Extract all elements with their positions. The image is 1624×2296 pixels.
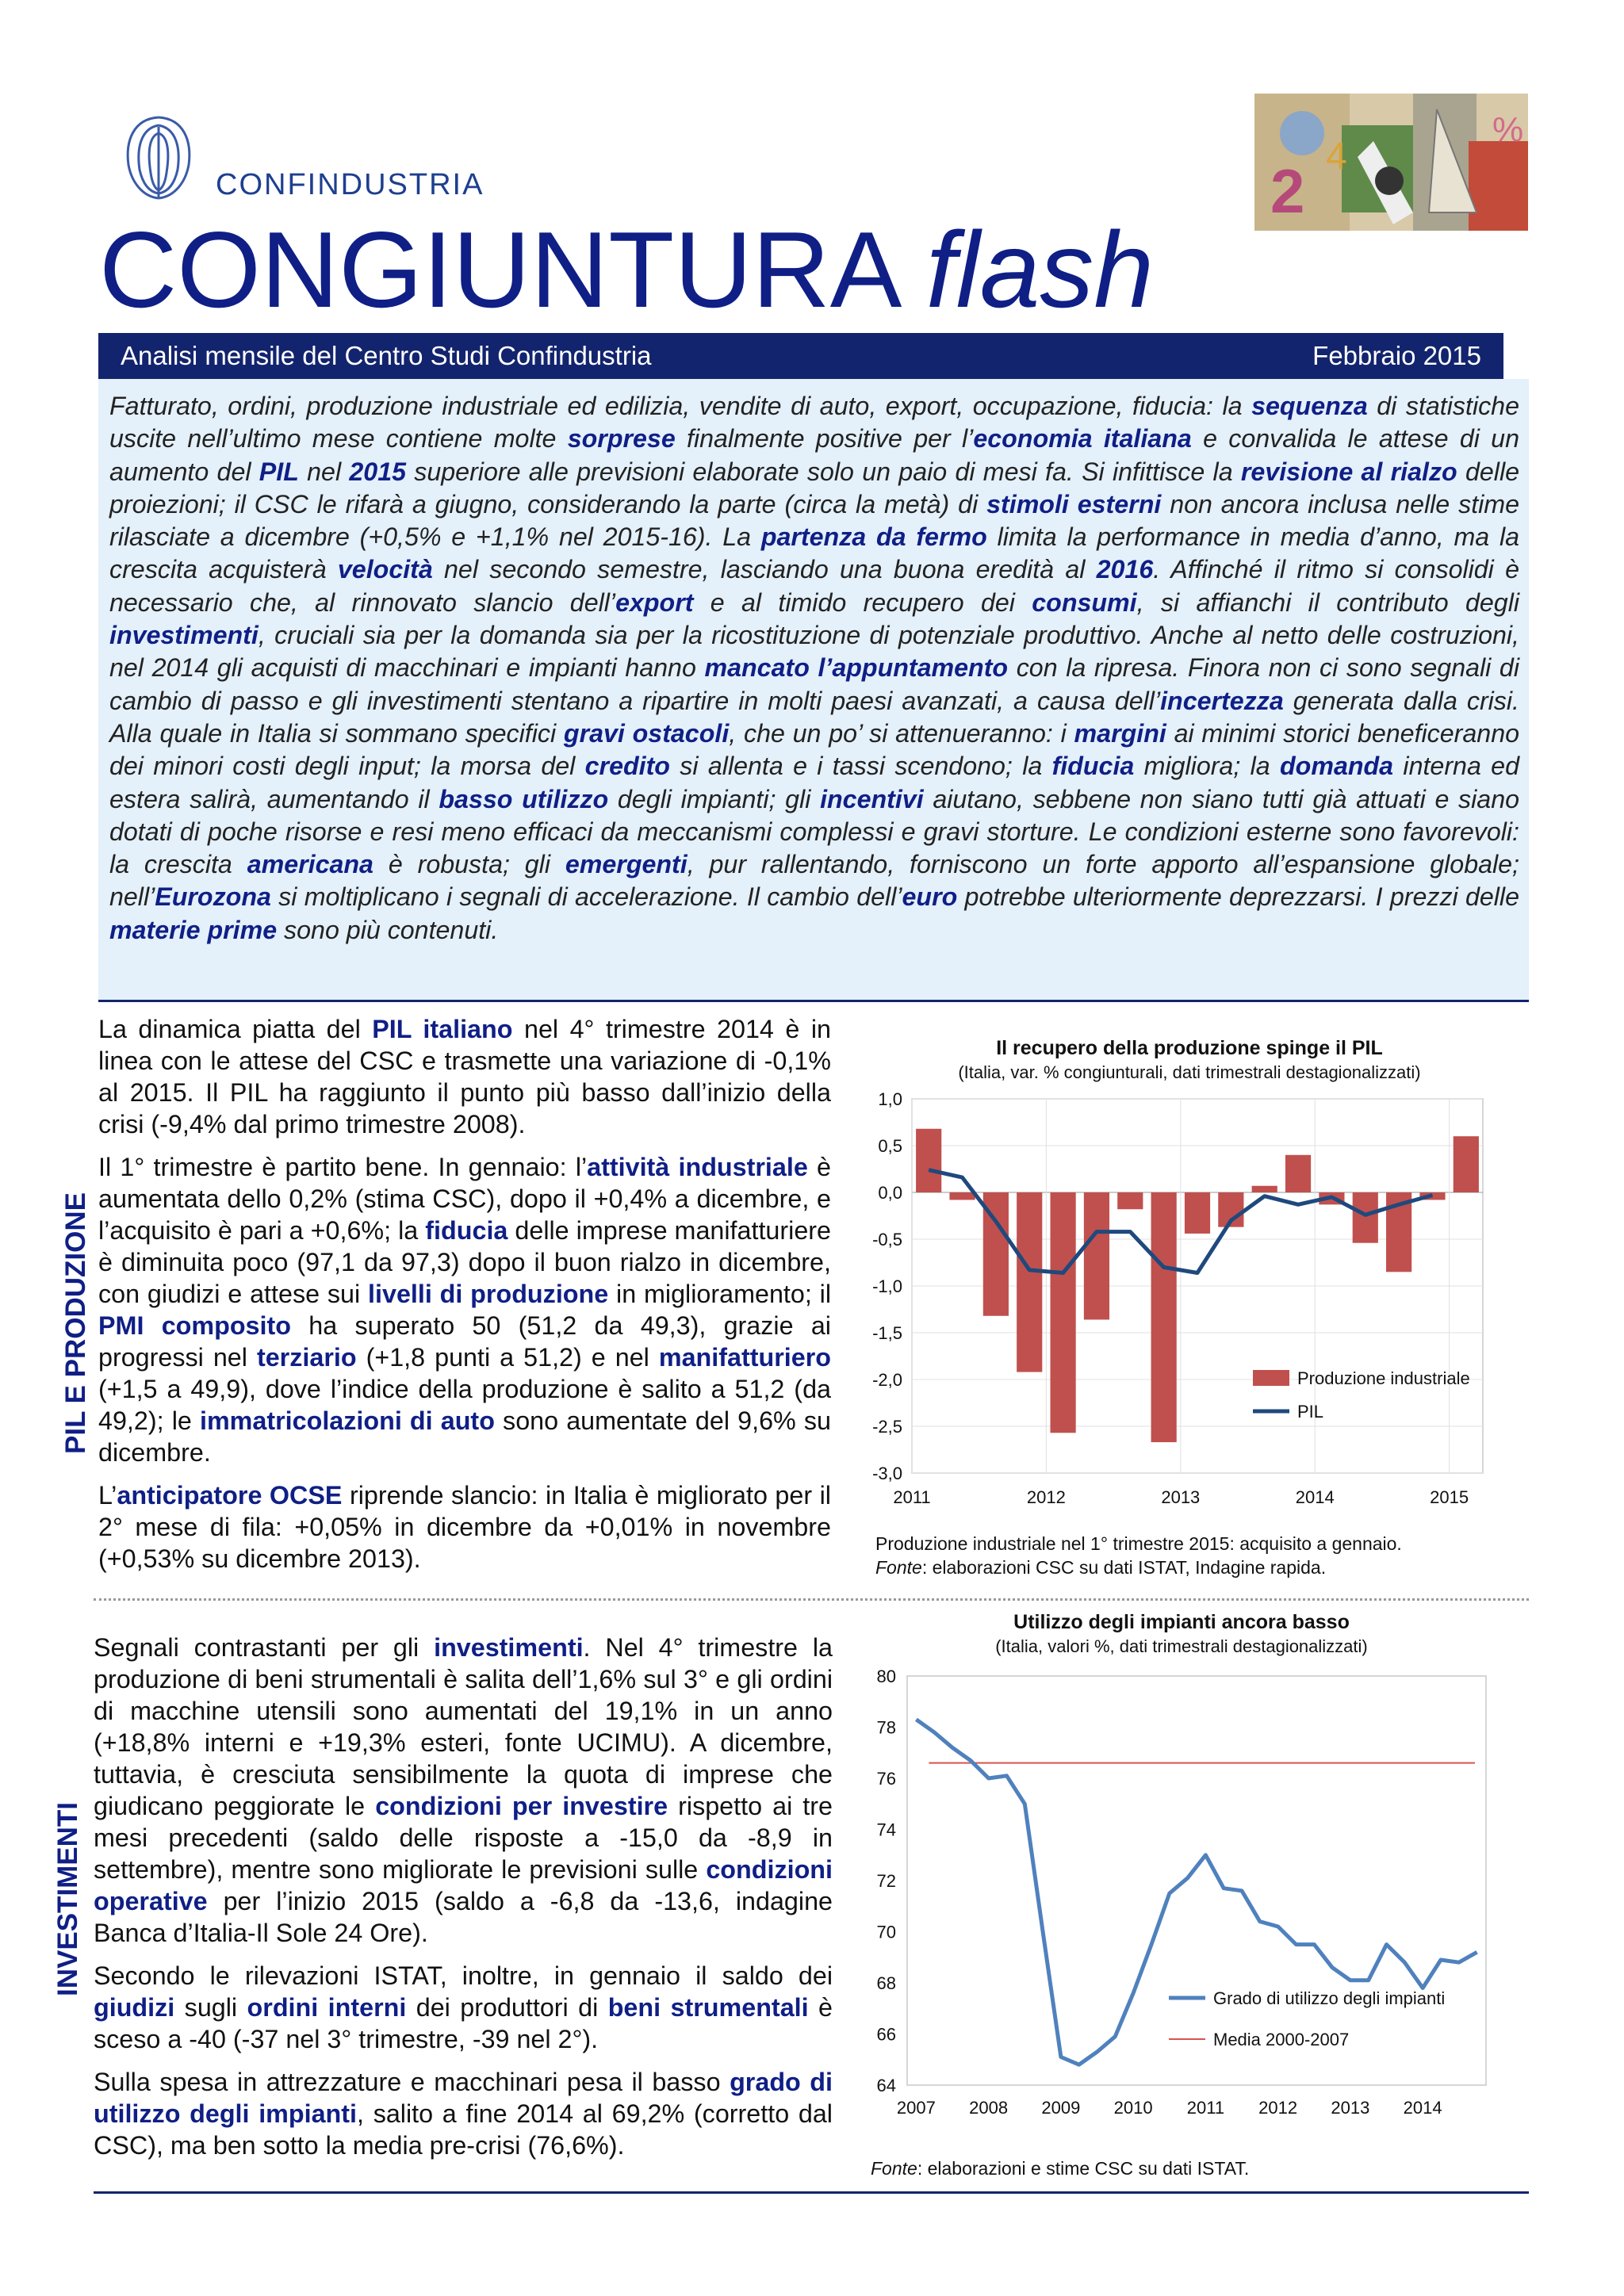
text-run: finalmente positive per l’ — [675, 424, 974, 453]
keyword: 2015 — [349, 457, 406, 486]
text-run: per l’inizio 2015 (saldo a -6,8 da -13,6, indagine Banca d’Italia-Il Sole 24 Ore). — [94, 1887, 833, 1947]
title-main: CONGIUNTURA — [99, 209, 896, 330]
svg-text:4: 4 — [1326, 136, 1347, 178]
text-run: con la ripresa. Finora non ci sono segnali di cambio di passo e gli investimenti stentano a ripartire in molti paesi avanzati, a causa dell’ — [109, 653, 1519, 715]
text-run: delle proiezioni; il CSC le rifarà a giugno, considerando la parte (circa la metà) di — [109, 457, 1520, 519]
bar — [949, 1192, 975, 1200]
summary-text — [109, 390, 1519, 947]
bar — [1084, 1192, 1109, 1319]
text-run: . Nel 4° trimestre la produzione di beni strumentali è salita dell’1,6% sul 3° e gli ordini di macchine utensili sono aumentati del 19,1% in un anno (+18,8% interni e +19,3% esteri, fonte UCIMU). A dicembre, tuttavia, è cresciuta sensibilmente la quota di imprese che giudicano peggiorate le — [94, 1633, 833, 1820]
section-pil-text — [98, 1013, 831, 1586]
x-tick-label: 2014 — [1295, 1487, 1335, 1507]
utilization-line — [916, 1720, 1477, 2064]
keyword: grado di utilizzo degli impianti — [94, 2068, 833, 2128]
chart2-subtitle: (Italia, valori %, dati trimestrali destagionalizzati) — [995, 1636, 1368, 1656]
chart1-title: Il recupero della produzione spinge il PIL — [996, 1037, 1383, 1059]
y-tick-label: 1,0 — [878, 1089, 902, 1109]
brand-name: CONFINDUSTRIA — [216, 168, 485, 201]
y-tick-label: -0,5 — [872, 1230, 902, 1249]
keyword: incertezza — [1160, 686, 1284, 715]
text-run: La dinamica piatta del — [98, 1015, 373, 1043]
keyword: ordini interni — [247, 1993, 407, 2022]
text-run: riprende slancio: in Italia è migliorato per il 2° mese di fila: +0,05% in dicembre da +0,01% in novembre (+0,53% su dicembre 2013). — [98, 1481, 831, 1573]
keyword: euro — [902, 882, 958, 912]
x-tick-label: 2010 — [1113, 2098, 1153, 2118]
paragraph — [98, 1151, 831, 1468]
keyword: consumi — [1032, 587, 1137, 617]
keyword: anticipatore OCSE — [117, 1481, 343, 1510]
keyword: terziario — [256, 1343, 357, 1372]
svg-text:2: 2 — [1270, 156, 1305, 226]
title-flash: flash — [925, 209, 1155, 330]
keyword: sorprese — [567, 424, 676, 453]
text-run: Segnali contrastanti per gli — [94, 1633, 435, 1662]
bar — [1050, 1192, 1075, 1433]
text-run: è aumentata dello 0,2% (stima CSC), dopo il +0,4% a dicembre, e l’acquisito è pari a +0,6%; la — [98, 1153, 831, 1245]
keyword: investimenti — [434, 1633, 584, 1662]
keyword: economia italiana — [973, 424, 1192, 453]
x-tick-label: 2012 — [1026, 1487, 1066, 1507]
paragraph — [98, 1013, 831, 1140]
y-tick-label: 68 — [876, 1973, 896, 1993]
keyword: PMI composito — [98, 1311, 291, 1340]
text-run: L’ — [98, 1481, 117, 1510]
footer-rule — [94, 2191, 1529, 2194]
keyword: condizioni per investire — [375, 1792, 668, 1820]
plot-area — [907, 1676, 1486, 2085]
keyword: materie prime — [109, 915, 278, 944]
text-run: ha superato 50 (51,2 da 49,3), grazie ai progressi nel — [98, 1311, 831, 1372]
bar — [1017, 1192, 1042, 1372]
keyword: condizioni operative — [94, 1855, 833, 1915]
keyword: manifatturiero — [658, 1343, 831, 1372]
y-tick-label: 78 — [876, 1717, 896, 1738]
text-run: degli impianti; gli — [608, 784, 821, 813]
svg-text:%: % — [1492, 110, 1524, 149]
paragraph — [94, 2066, 833, 2161]
x-tick-label: 2009 — [1041, 2098, 1081, 2118]
keyword: gravi ostacoli — [563, 718, 730, 748]
keyword: domanda — [1280, 752, 1394, 781]
keyword: giudizi — [94, 1993, 175, 2022]
text-run: delle imprese manifatturiere è diminuita poco (97,1 da 97,3) dopo il buon rialzo in dicembre, con giudizi e attese sui — [98, 1216, 832, 1308]
chart1-note-text: Produzione industriale nel 1° trimestre 2015: acquisito a gennaio. — [875, 1533, 1402, 1554]
keyword: margini — [1074, 718, 1166, 748]
chart2-source: Fonte: elaborazioni e stime CSC su dati ISTAT. — [871, 2158, 1250, 2179]
text-run: non ancora inclusa nelle stime rilasciate a dicembre (+0,5% e +1,1% nel 2015-16). La — [109, 489, 1520, 552]
keyword: sequenza — [1251, 392, 1368, 420]
text-run: in miglioramento; il — [608, 1280, 832, 1308]
keyword: fiducia — [1051, 752, 1135, 781]
text-run: interna ed estera salirà, aumentando il — [109, 752, 1519, 813]
keyword: stimoli esterni — [986, 489, 1162, 519]
section-label-investimenti: INVESTIMENTI — [52, 1801, 83, 1996]
text-run: , salito a fine 2014 al 69,2% (corretto dal CSC), ma ben sotto la media pre-crisi (76,6%). — [94, 2099, 833, 2160]
text-run: si allenta e i tassi scendono; la — [669, 752, 1052, 781]
keyword: PIL — [259, 457, 299, 486]
section-divider — [94, 1598, 1529, 1601]
x-tick-label: 2007 — [896, 2098, 936, 2118]
keyword: immatricolazioni di auto — [199, 1406, 495, 1435]
text-run: dei produttori di — [406, 1993, 608, 2022]
chart1-note — [875, 1532, 1534, 1579]
y-tick-label: -1,5 — [872, 1323, 902, 1343]
text-run: è sceso a -40 (-37 nel 3° trimestre, -39 nel 2°). — [94, 1993, 833, 2053]
y-tick-label: 66 — [876, 2024, 896, 2045]
keyword: livelli di produzione — [368, 1280, 609, 1308]
cover-illustration — [1254, 94, 1528, 231]
keyword: mancato l’appuntamento — [704, 653, 1009, 683]
keyword: beni strumentali — [607, 1993, 809, 2022]
source-label: Fonte — [871, 2158, 917, 2179]
text-run: aiutano, sebbene non siano tutti già attuati e siano dotati di poche risorse e resi meno efficaci da meccanismi complessi e gravi storture. Le condizioni esterne sono favorevoli: la crescita — [109, 784, 1520, 879]
bar — [1454, 1136, 1479, 1192]
text-run: superiore alle previsioni elaborate solo un paio di mesi fa. Si infittisce la — [406, 457, 1241, 486]
y-tick-label: 76 — [876, 1769, 896, 1789]
chart2-title: Utilizzo degli impianti ancora basso — [1013, 1611, 1350, 1633]
x-tick-label: 2011 — [1186, 2098, 1225, 2118]
bar — [1185, 1192, 1210, 1234]
y-tick-label: 70 — [876, 1922, 896, 1942]
x-tick-label: 2015 — [1430, 1487, 1469, 1507]
bar — [1353, 1192, 1378, 1243]
keyword: basso utilizzo — [439, 784, 609, 813]
text-run: Fatturato, ordini, produzione industriale ed edilizia, vendite di auto, export, occupazione, fiducia: la — [109, 392, 1252, 420]
text-run: (+1,8 punti a 51,2) e nel — [356, 1343, 659, 1372]
text-run: Secondo le rilevazioni ISTAT, inoltre, in gennaio il saldo dei — [94, 1961, 833, 1990]
y-tick-label: -2,0 — [872, 1370, 902, 1390]
keyword: export — [615, 587, 694, 617]
paragraph — [94, 1632, 833, 1949]
text-run: ai minimi storici beneficeranno dei minori costi degli input; la morsa del — [109, 718, 1519, 781]
text-run: Il 1° trimestre è partito bene. In gennaio: l’ — [98, 1153, 588, 1181]
source-label: Fonte — [875, 1557, 922, 1578]
y-tick-label: 80 — [876, 1667, 896, 1686]
text-run: sono più contenuti. — [277, 915, 499, 944]
text-run: nel secondo semestre, lasciando una buona eredità al — [432, 555, 1097, 584]
y-tick-label: 72 — [876, 1871, 896, 1891]
text-run: e al timido recupero dei — [693, 587, 1032, 617]
keyword: revisione al rialzo — [1240, 457, 1457, 486]
keyword: Eurozona — [155, 882, 271, 912]
publication-bar — [98, 333, 1503, 379]
legend-label-pil: PIL — [1297, 1402, 1324, 1422]
legend-label-average: Media 2000-2007 — [1213, 2030, 1350, 2049]
x-tick-label: 2013 — [1161, 1487, 1201, 1507]
keyword: attività industriale — [587, 1153, 808, 1181]
bar — [1151, 1192, 1177, 1442]
text-run: rispetto ai tre mesi precedenti (saldo delle risposte a -15,0 da -8,9 in settembre), mentre sono migliorate le previsioni sulle — [94, 1792, 833, 1884]
chart1-subtitle: (Italia, var. % congiunturali, dati trimestrali destagionalizzati) — [958, 1062, 1421, 1082]
y-tick-label: -1,0 — [872, 1276, 902, 1296]
text-run: nel 4° trimestre 2014 è in linea con le attese del CSC e trasmette una variazione di -0,1% al 2015. Il PIL ha raggiunto il punto più basso dall’inizio della crisi (-9,4% dal primo trimestre 2008). — [98, 1015, 831, 1138]
text-run: (+1,5 a 49,9), dove l’indice della produzione è salito a 51,2 (da 49,2); le — [98, 1375, 831, 1435]
section-label-pil: PIL E PRODUZIONE — [60, 1192, 91, 1454]
text-run: , pur rallentando, forniscono un forte apporto all’espansione globale; nell’ — [109, 850, 1520, 912]
publication-subtitle: Analisi mensile del Centro Studi Confindustria — [121, 341, 652, 370]
keyword: investimenti — [109, 621, 259, 650]
legend-label-production: Produzione industriale — [1297, 1368, 1470, 1388]
x-tick-label: 2014 — [1403, 2098, 1442, 2118]
bar — [1285, 1155, 1311, 1192]
legend-label-utilization: Grado di utilizzo degli impianti — [1213, 1988, 1446, 2008]
text-run: limita la performance in media d’anno, ma la crescita acquisterà — [109, 522, 1519, 584]
keyword: emergenti — [565, 850, 688, 879]
chart-production-pil — [864, 1085, 1530, 1529]
x-tick-label: 2012 — [1258, 2098, 1298, 2118]
summary-box — [98, 379, 1529, 1002]
text-run: di statistiche uscite nell’ultimo mese contiene molte — [109, 392, 1519, 453]
x-tick-label: 2013 — [1331, 2098, 1370, 2118]
text-run: sugli — [174, 1993, 247, 2022]
keyword: velocità — [337, 555, 433, 584]
text-run: potrebbe ulteriormente deprezzarsi. I prezzi delle — [957, 882, 1519, 912]
text-run: e convalida le attese di un aumento del — [109, 424, 1519, 486]
text-run: generata dalla crisi. Alla quale in Italia si sommano specifici — [109, 686, 1519, 748]
text-run: Sulla spesa in attrezzature e macchinari pesa il basso — [94, 2068, 730, 2096]
y-tick-label: 74 — [876, 1820, 896, 1840]
section-investimenti-text — [94, 1632, 833, 2172]
text-run: è robusta; gli — [373, 850, 565, 879]
keyword: credito — [584, 752, 670, 781]
x-tick-label: 2011 — [893, 1487, 931, 1507]
legend-swatch-production — [1253, 1370, 1289, 1386]
text-run: . Affinché il ritmo si consolidi è necessario che, al rinnovato slancio dell’ — [109, 555, 1519, 617]
text-run: migliora; la — [1134, 752, 1281, 781]
bar — [1252, 1186, 1277, 1192]
text-run: si moltiplicano i segnali di accelerazione. Il cambio dell’ — [270, 882, 902, 912]
chart-capacity-utilization — [856, 1657, 1530, 2125]
paragraph — [94, 1960, 833, 2055]
y-tick-label: 0,5 — [878, 1136, 902, 1156]
confindustria-logo-icon — [111, 109, 206, 205]
y-tick-label: -3,0 — [872, 1464, 902, 1483]
publication-date: Febbraio 2015 — [1312, 341, 1481, 370]
text-run: , cruciali sia per la domanda sia per la ricostituzione di potenziale produttivo. Anche al netto delle costruzioni, nel 2014 gli acquisti di macchinari e impianti hanno — [109, 621, 1519, 683]
paragraph — [98, 1479, 831, 1575]
keyword: partenza da fermo — [760, 522, 987, 552]
chart1-source: Fonte: elaborazioni CSC su dati ISTAT, Indagine rapida. — [875, 1557, 1327, 1578]
text-run: nel — [298, 457, 350, 486]
y-tick-label: 0,0 — [878, 1183, 902, 1203]
keyword: PIL italiano — [372, 1015, 513, 1043]
text-run: sono aumentate del 9,6% su dicembre. — [98, 1406, 831, 1467]
keyword: americana — [247, 850, 373, 879]
page-title — [99, 209, 1155, 330]
keyword: fiducia — [425, 1216, 508, 1245]
x-tick-label: 2008 — [969, 2098, 1009, 2118]
y-tick-label: -2,5 — [872, 1417, 902, 1437]
text-run: , si affianchi il contributo degli — [1136, 587, 1520, 617]
y-tick-label: 64 — [876, 2076, 896, 2095]
text-run: , che un po’ si attenueranno: i — [729, 718, 1074, 748]
keyword: incentivi — [820, 784, 924, 813]
keyword: 2016 — [1096, 555, 1154, 584]
bar — [916, 1129, 941, 1192]
bar — [1117, 1192, 1143, 1209]
